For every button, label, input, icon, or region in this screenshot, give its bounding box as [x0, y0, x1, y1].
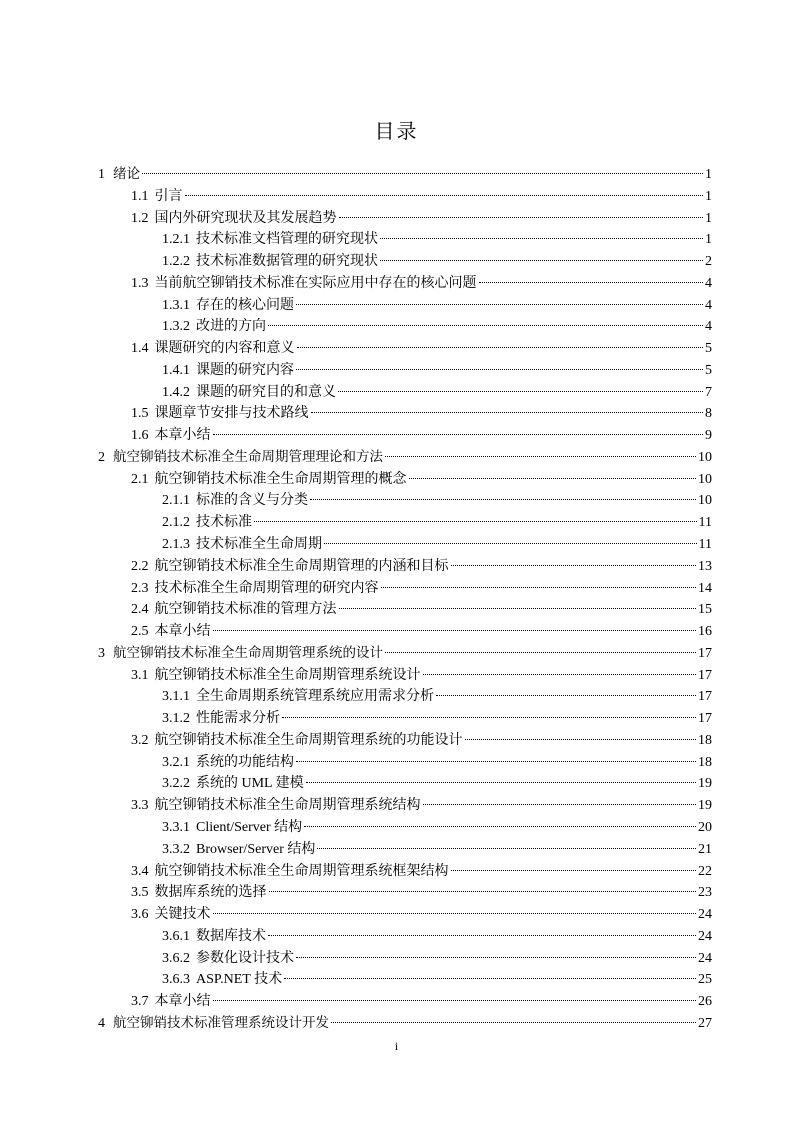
toc-entry-page: 7	[705, 384, 712, 400]
toc-entry-number: 1.2	[131, 210, 149, 226]
toc-entry-title: 技术标准数据管理的研究现状	[196, 254, 378, 270]
toc-dot-leader	[142, 173, 703, 174]
toc-entry[interactable]	[98, 490, 712, 512]
toc-entry-number: 3.2.1	[162, 754, 190, 770]
toc-entry-title: 技术标准全生命周期	[196, 537, 322, 553]
toc-entry-number: 3.2	[131, 732, 149, 748]
toc-entry-page: 19	[698, 776, 712, 792]
toc-dot-leader	[310, 499, 696, 500]
toc-entry-number: 1.6	[131, 428, 149, 444]
toc-dot-leader	[282, 717, 696, 718]
toc-entry[interactable]	[98, 425, 712, 447]
toc-entry-page: 19	[698, 798, 712, 814]
toc-entry[interactable]	[98, 186, 712, 208]
toc-entry-page: 24	[698, 907, 712, 923]
toc-entry-title: 绪论	[113, 166, 140, 182]
toc-entry-number: 1.4	[131, 341, 149, 357]
toc-dot-leader	[380, 238, 703, 239]
toc-entry-page: 10	[698, 449, 712, 465]
toc-entry[interactable]	[98, 512, 712, 534]
toc-entry-title: 数据库系统的选择	[154, 885, 267, 901]
toc-entry-number: 2.1	[131, 471, 149, 487]
toc-entry[interactable]	[98, 665, 712, 687]
toc-entry-title: 航空铆销技术标准全生命周期管理系统的功能设计	[154, 732, 463, 748]
toc-entry-page: 18	[698, 732, 712, 748]
toc-entry[interactable]	[98, 882, 712, 904]
toc-entry-title: 数据库技术	[196, 928, 266, 944]
toc-dot-leader	[381, 587, 697, 588]
toc-entry-page: 17	[698, 667, 712, 683]
toc-entry-page: 11	[698, 537, 712, 553]
toc-entry-page: 4	[705, 275, 712, 291]
toc-entry-number: 3.5	[131, 885, 149, 901]
toc-entry-number: 2	[98, 449, 105, 465]
toc-entry-title: 课题章节安排与技术路线	[154, 406, 309, 422]
toc-entry-number: 2.1.3	[162, 537, 190, 553]
toc-entry[interactable]	[98, 926, 712, 948]
toc-entry-title: 航空铆销技术标准全生命周期管理理论和方法	[113, 448, 383, 465]
toc-entry[interactable]	[98, 621, 712, 643]
toc-entry-page: 17	[698, 645, 712, 661]
toc-entry-title: Client/Server 结构	[196, 819, 303, 835]
toc-entry-page: 1	[705, 167, 712, 182]
toc-entry-page: 10	[698, 471, 712, 487]
toc-dot-leader	[284, 978, 696, 979]
toc-dot-leader	[296, 369, 703, 370]
toc-entry-page: 26	[698, 994, 712, 1010]
toc-entry-page: 20	[698, 819, 712, 835]
toc-entry[interactable]	[98, 904, 712, 926]
toc-dot-leader	[254, 521, 697, 522]
toc-entry[interactable]	[98, 991, 712, 1013]
toc-entry-page: 17	[698, 689, 712, 705]
toc-entry-number: 3.1	[131, 667, 149, 683]
toc-entry-page: 27	[698, 1015, 712, 1031]
toc-entry-title: 航空铆销技术标准管理系统设计开发	[113, 1014, 329, 1031]
toc-dot-leader	[338, 391, 703, 392]
toc-dot-leader	[479, 282, 704, 283]
toc-entry-page: 16	[698, 624, 712, 640]
toc-entry[interactable]	[98, 360, 712, 382]
toc-entry-number: 3.4	[131, 863, 149, 879]
toc-entry-number: 3.1.2	[162, 711, 190, 727]
toc-entry-page: 24	[698, 928, 712, 944]
toc-entry[interactable]	[98, 534, 712, 556]
toc-entry-number: 3.3.1	[162, 819, 190, 835]
toc-entry-page: 2	[705, 254, 712, 270]
toc-entry-page: 5	[705, 362, 712, 378]
toc-entry-page: 13	[698, 558, 712, 574]
toc-entry-title: 关键技术	[154, 907, 211, 923]
toc-entry-title: 技术标准	[196, 515, 252, 531]
toc-entry[interactable]	[98, 861, 712, 883]
toc-entry-number: 2.1.1	[162, 493, 190, 509]
toc-dot-leader	[451, 870, 697, 871]
toc-entry-number: 3.2.2	[162, 776, 190, 792]
toc-entry-number: 2.5	[131, 624, 149, 640]
toc-entry-title: 航空铆销技术标准全生命周期管理系统结构	[154, 798, 421, 814]
toc-entry-title: 航空铆销技术标准全生命周期管理系统设计	[154, 667, 421, 683]
toc-entry-title: 航空铆销技术标准全生命周期管理系统框架结构	[154, 863, 449, 879]
toc-entry-title: 当前航空铆销技术标准在实际应用中存在的核心问题	[154, 275, 477, 291]
toc-entry-title: 航空铆销技术标准全生命周期管理系统的设计	[113, 644, 383, 661]
toc-dot-leader	[385, 652, 696, 653]
toc-entry-title: 课题的研究内容	[196, 362, 294, 378]
toc-entry[interactable]	[98, 295, 712, 317]
toc-dot-leader	[339, 217, 704, 218]
toc-dot-leader	[436, 695, 696, 696]
toc-entry-page: 11	[698, 515, 712, 531]
toc-entry-title: 参数化设计技术	[196, 950, 294, 966]
toc-entry-title: 系统的功能结构	[196, 754, 294, 770]
toc-entry-number: 3.6.3	[162, 972, 190, 988]
toc-entry-number: 3.3	[131, 798, 149, 814]
toc-entry[interactable]	[98, 730, 712, 752]
toc-entry-page: 25	[698, 972, 712, 988]
toc-entry-page: 17	[698, 711, 712, 727]
toc-entry-page: 1	[705, 188, 712, 204]
toc-entry-number: 2.1.2	[162, 515, 190, 531]
toc-entry-page: 1	[705, 232, 712, 248]
toc-entry-page: 15	[698, 602, 712, 618]
toc-entry-number: 3.6	[131, 907, 149, 923]
toc-dot-leader	[331, 1022, 696, 1023]
toc-entry[interactable]	[98, 969, 712, 991]
toc-entry-page: 22	[698, 863, 712, 879]
toc-entry-title: 改进的方向	[196, 319, 266, 335]
page-number: i	[394, 1039, 399, 1053]
toc-entry-title: 全生命周期系统管理系统应用需求分析	[196, 689, 434, 705]
toc-entry-number: 3.7	[131, 994, 149, 1010]
toc-entry[interactable]	[98, 382, 712, 404]
toc-entry-page: 14	[698, 580, 712, 596]
toc-entry-title: ASP.NET 技术	[196, 972, 283, 988]
toc-entry-page: 18	[698, 754, 712, 770]
toc-entry[interactable]	[98, 578, 712, 600]
toc-dot-leader	[185, 195, 704, 196]
toc-entry-title: 存在的核心问题	[196, 297, 294, 313]
toc-entry-page: 5	[705, 341, 712, 357]
toc-entry-title: Browser/Server 结构	[196, 841, 316, 857]
toc-entry-number: 3.6.1	[162, 928, 190, 944]
toc-dot-leader	[269, 891, 697, 892]
toc-entry-number: 1.3.1	[162, 297, 190, 313]
toc-entry-number: 1.3	[131, 275, 149, 291]
toc-entry[interactable]	[98, 273, 712, 295]
toc-entry-number: 2.3	[131, 580, 149, 596]
toc-entry-title: 航空铆销技术标准全生命周期管理的概念	[154, 471, 407, 487]
toc-dot-leader	[213, 1000, 697, 1001]
toc-entry[interactable]	[98, 1013, 712, 1035]
toc-entry[interactable]	[98, 229, 712, 251]
toc-entry[interactable]	[98, 817, 712, 839]
toc-entry-page: 9	[705, 428, 712, 444]
toc-entry-title: 引言	[154, 188, 183, 204]
toc-entry-title: 航空铆销技术标准全生命周期管理的内涵和目标	[154, 558, 449, 574]
toc-entry-page: 23	[698, 885, 712, 901]
toc-entry-title: 技术标准文档管理的研究现状	[196, 232, 378, 248]
toc-dot-leader	[451, 565, 697, 566]
toc-entry[interactable]	[98, 643, 712, 665]
toc-entry-number: 1.4.1	[162, 362, 190, 378]
toc-entry-page: 21	[698, 841, 712, 857]
toc-entry-title: 技术标准全生命周期管理的研究内容	[154, 580, 379, 596]
toc-dot-leader	[296, 761, 696, 762]
toc-dot-leader	[296, 304, 703, 305]
toc-entry-number: 1.3.2	[162, 319, 190, 335]
toc-entry-page: 24	[698, 950, 712, 966]
toc-entry[interactable]	[98, 708, 712, 730]
toc-entry-title: 性能需求分析	[196, 711, 280, 727]
toc-entry-title: 航空铆销技术标准的管理方法	[154, 602, 337, 618]
toc-dot-leader	[339, 608, 697, 609]
toc-entry-number: 3	[98, 645, 105, 661]
toc-entry[interactable]	[98, 556, 712, 578]
toc-dot-leader	[268, 935, 696, 936]
toc-entry-number: 1.4.2	[162, 384, 190, 400]
toc-entry-number: 3.1.1	[162, 689, 190, 705]
toc-entry-title: 本章小结	[154, 624, 211, 640]
toc-dot-leader	[304, 826, 696, 827]
toc-dot-leader	[296, 957, 696, 958]
toc-entry-title: 系统的 UML 建模	[196, 776, 304, 792]
toc-entry-title: 本章小结	[154, 994, 211, 1010]
table-of-contents	[98, 164, 712, 1035]
toc-entry-number: 2.4	[131, 602, 149, 618]
toc-entry[interactable]	[98, 469, 712, 491]
toc-entry-number: 2.2	[131, 558, 149, 574]
toc-entry-title: 标准的含义与分类	[196, 493, 308, 509]
toc-entry[interactable]	[98, 208, 712, 230]
toc-entry-number: 3.6.2	[162, 950, 190, 966]
toc-dot-leader	[423, 674, 697, 675]
toc-dot-leader	[311, 412, 704, 413]
toc-entry[interactable]	[98, 316, 712, 338]
toc-entry[interactable]	[98, 251, 712, 273]
toc-entry-page: 4	[705, 297, 712, 313]
toc-entry-number: 1.1	[131, 188, 149, 204]
toc-entry-number: 1.5	[131, 406, 149, 422]
toc-entry[interactable]	[98, 948, 712, 970]
toc-entry[interactable]	[98, 795, 712, 817]
toc-dot-leader	[297, 347, 704, 348]
toc-entry-number: 1.2.1	[162, 232, 190, 248]
toc-dot-leader	[213, 913, 697, 914]
toc-entry-page: 10	[698, 493, 712, 509]
toc-dot-leader	[423, 804, 697, 805]
toc-entry[interactable]	[98, 839, 712, 861]
toc-entry[interactable]	[98, 599, 712, 621]
page-title: 目录	[374, 119, 419, 143]
toc-entry-title: 本章小结	[154, 428, 211, 444]
toc-dot-leader	[324, 543, 697, 544]
toc-dot-leader	[380, 260, 703, 261]
toc-dot-leader	[465, 739, 697, 740]
toc-entry[interactable]	[98, 773, 712, 795]
toc-dot-leader	[409, 478, 697, 479]
toc-entry-number: 3.3.2	[162, 841, 190, 857]
toc-entry[interactable]	[98, 338, 712, 360]
toc-entry[interactable]	[98, 403, 712, 425]
toc-entry-title: 课题的研究目的和意义	[196, 384, 336, 400]
toc-entry-number: 4	[98, 1015, 105, 1031]
toc-entry[interactable]	[98, 164, 712, 186]
toc-dot-leader	[306, 782, 696, 783]
toc-dot-leader	[385, 456, 696, 457]
toc-entry-title: 课题研究的内容和意义	[154, 341, 295, 357]
toc-entry-page: 4	[705, 319, 712, 335]
toc-entry[interactable]	[98, 686, 712, 708]
toc-entry-title: 国内外研究现状及其发展趋势	[154, 210, 337, 226]
toc-entry-number: 1.2.2	[162, 254, 190, 270]
toc-entry[interactable]	[98, 752, 712, 774]
toc-entry-number: 1	[98, 167, 105, 182]
toc-dot-leader	[213, 630, 697, 631]
toc-entry-page: 1	[705, 210, 712, 226]
toc-dot-leader	[268, 325, 703, 326]
toc-entry[interactable]	[98, 447, 712, 469]
toc-entry-page: 8	[705, 406, 712, 422]
toc-dot-leader	[317, 848, 696, 849]
toc-dot-leader	[213, 434, 704, 435]
